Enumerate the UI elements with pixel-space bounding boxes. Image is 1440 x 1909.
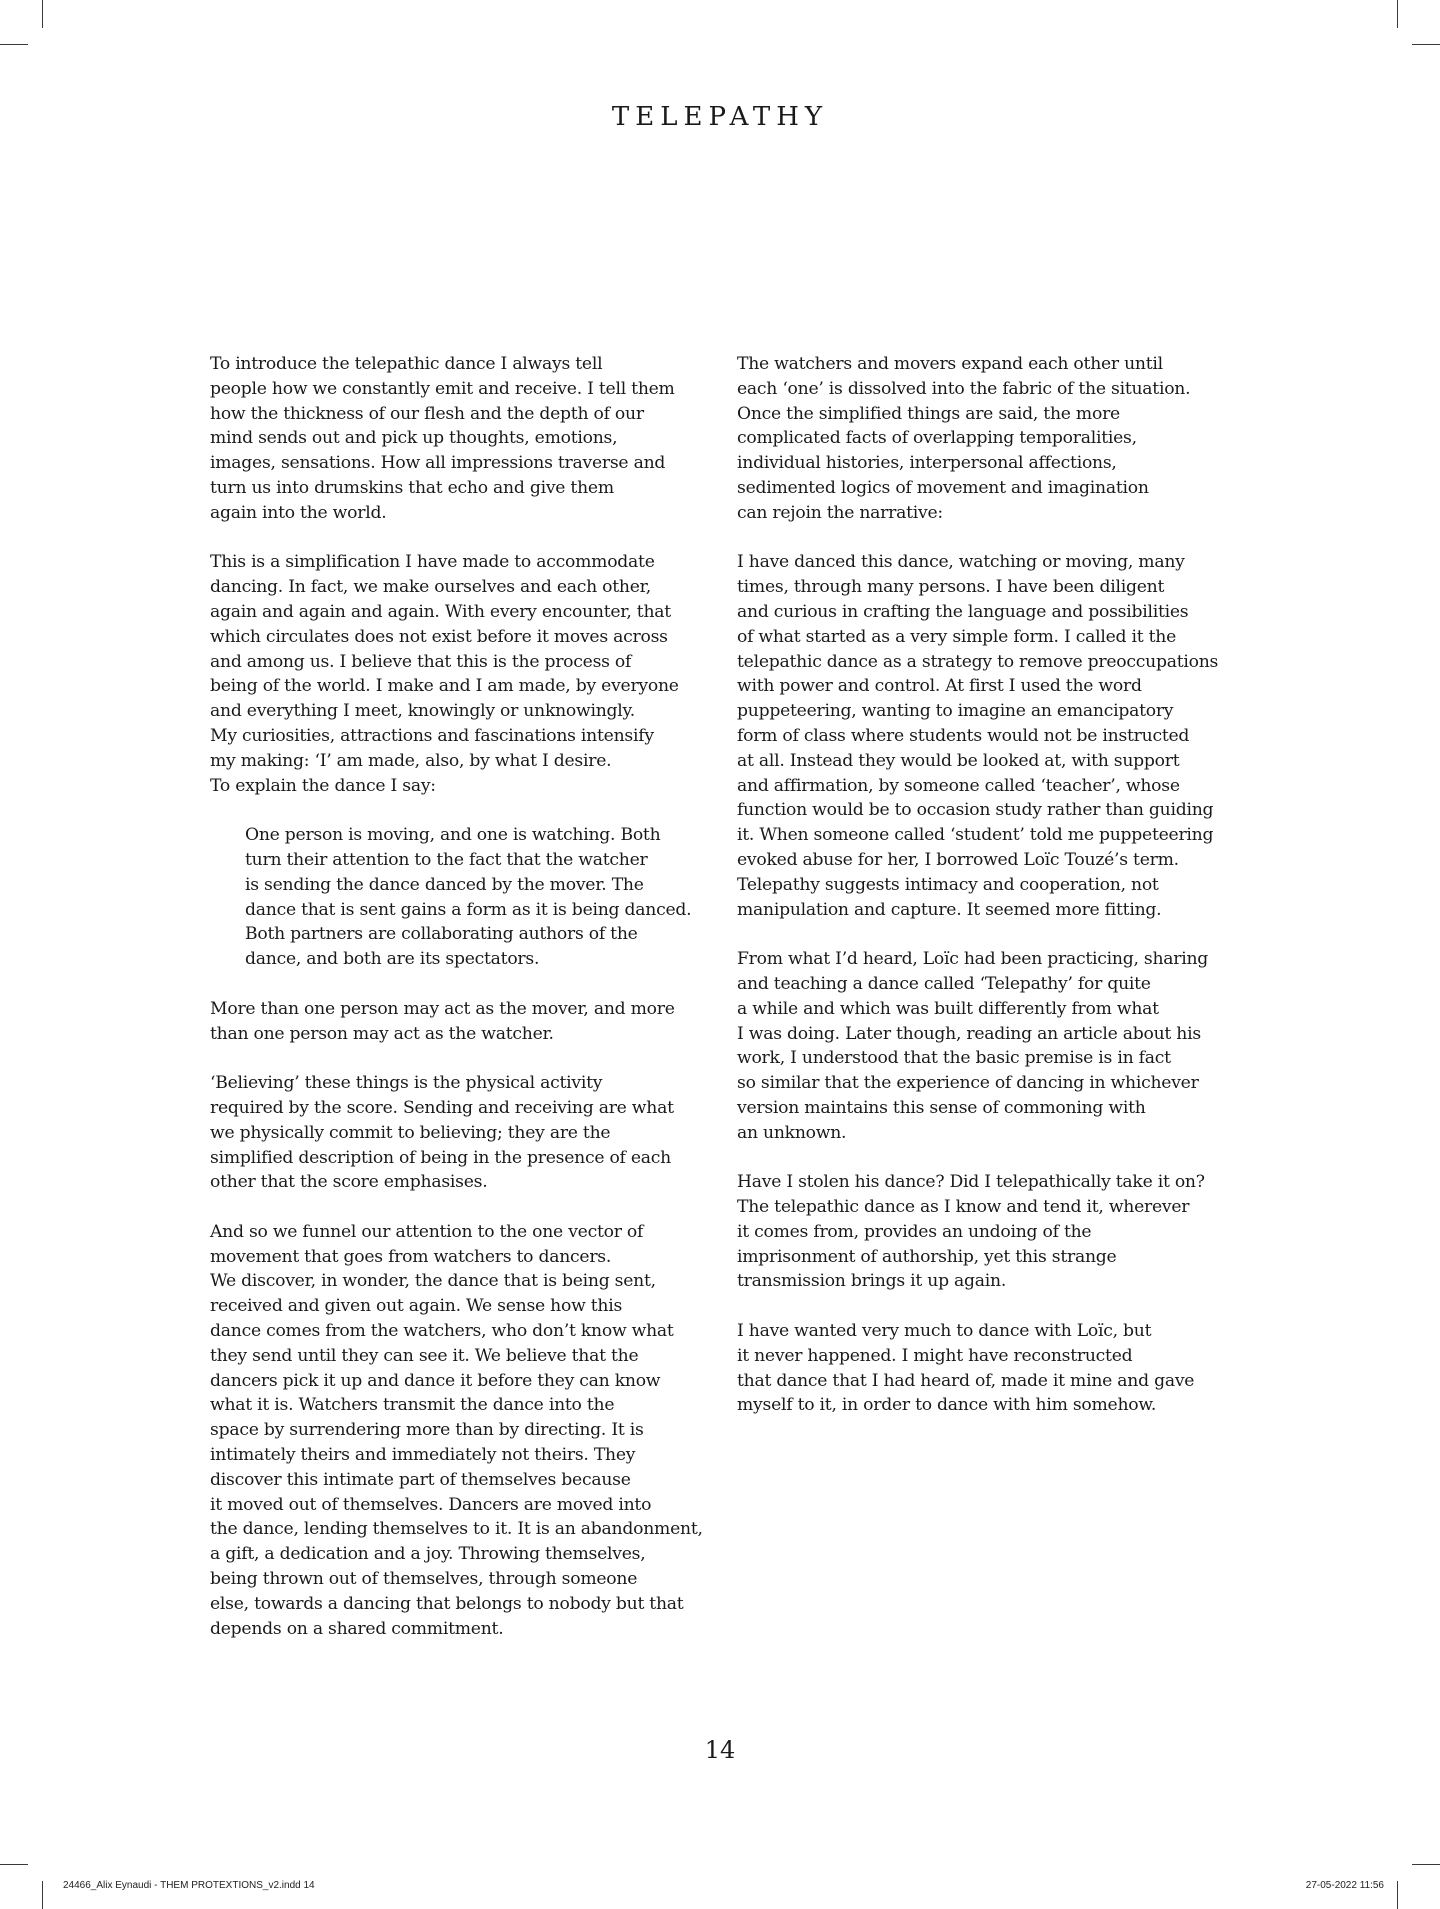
paragraph: More than one person may act as the mover, and more than one person may act as the watcher. <box>210 998 675 1044</box>
crop-mark-bottom-left <box>0 1864 28 1865</box>
paragraph: I have wanted very much to dance with Loïc, but it never happened. I might have reconstructed that dance that I had heard of, made it mine and gave myself to it, in order to dance with him somehow. <box>737 1321 1195 1416</box>
paragraph: And so we funnel our attention to the one vector of movement that goes from watchers to dancers. We discover, in wonder, the dance that is being sent, received and given out again. We sense how this dance comes from the watchers, who don’t know what they send until they can see it. We believe that the dancers pick it up and dance it before they can know what it is. Watchers transmit the dance into the space by surrendering more than by directing. It is intimately theirs and immediately not theirs. They discover this intimate part of themselves because it moved out of themselves. Dancers are moved into the dance, lending themselves to it. It is an abandonment, a gift, a dedication and a joy. Throwing themselves, being thrown out of themselves, through someone else, towards a dancing that belongs to nobody but that depends on a shared commitment. <box>210 1221 703 1639</box>
paragraph: I have danced this dance, watching or moving, many times, through many persons. I have been diligent and curious in crafting the language and possibilities of what started as a very simple form. I called it the telepathic dance as a strategy to remove preoccupations with power and control. At first I used the word puppeteering, wanting to imagine an emancipatory form of class where students would not be instructed at all. Instead they would be looked at, with support and affirmation, by someone called ‘teacher’, whose function would be to occasion study rather than guiding it. When someone called ‘student’ told me puppeteering evoked abuse for her, I borrowed Loïc Touzé’s term. Telepathy suggests intimacy and cooperation, not manipulation and capture. It seemed more fitting. <box>737 552 1219 920</box>
crop-mark-bottom-right <box>1397 1881 1398 1909</box>
crop-mark-top-left <box>0 44 28 45</box>
crop-mark-top-right <box>1397 0 1398 28</box>
indented-quote: One person is moving, and one is watching. Both turn their attention to the fact that the watcher is sending the dance danced by the mover. The dance that is sent gains a form as it is being danced. Both partners are collaborating authors of the dance, and both are its spectators. <box>245 825 692 970</box>
right-column <box>737 352 1239 1443</box>
print-slug-timestamp: 27-05-2022 11:56 <box>1305 1880 1384 1891</box>
paragraph: The watchers and movers expand each other until each ‘one’ is dissolved into the fabric of the situation. Once the simplified things are said, the more complicated facts of overlapping temporalities, individual histories, interpersonal affections, sedimented logics of movement and imagination can rejoin the narrative: <box>737 354 1191 523</box>
crop-mark-top-right <box>1412 44 1440 45</box>
page-title: TELEPATHY <box>611 102 829 132</box>
paragraph: ‘Believing’ these things is the physical activity required by the score. Sending and receiving are what we physically commit to believing; they are the simplified description of being in the presence of each other that the score emphasises. <box>210 1073 674 1193</box>
crop-mark-top-left <box>42 0 43 28</box>
crop-mark-bottom-right <box>1412 1864 1440 1865</box>
paragraph: To introduce the telepathic dance I always tell people how we constantly emit and receive. I tell them how the thickness of our flesh and the depth of our mind sends out and pick up thoughts, emotions, images, sensations. How all impressions traverse and turn us into drumskins that echo and give them again into the world. <box>210 354 675 523</box>
paragraph: From what I’d heard, Loïc had been practicing, sharing and teaching a dance called ‘Telepathy’ for quite a while and which was built differently from what I was doing. Later though, reading an article about his work, I understood that the basic premise is in fact so similar that the experience of dancing in whichever version maintains this sense of commoning with an unknown. <box>737 949 1209 1143</box>
crop-mark-bottom-left <box>42 1881 43 1909</box>
print-slug-filename: 24466_Alix Eynaudi - THEM PROTEXTIONS_v2.indd 14 <box>63 1880 315 1891</box>
paragraph: This is a simplification I have made to accommodate dancing. In fact, we make ourselves and each other, again and again and again. With every encounter, that which circulates does not exist before it moves across and among us. I believe that this is the process of being of the world. I make and I am made, by everyone and everything I meet, knowingly or unknowingly. My curiosities, attractions and fascinations intensify my making: ‘I’ am made, also, by what I desire. To explain the dance I say: <box>210 552 679 796</box>
left-column <box>210 352 710 1666</box>
paragraph: Have I stolen his dance? Did I telepathically take it on? The telepathic dance as I know and tend it, wherever it comes from, provides an undoing of the imprisonment of authorship, yet this strange transmission brings it up again. <box>737 1172 1205 1292</box>
page-number: 14 <box>704 1736 736 1764</box>
